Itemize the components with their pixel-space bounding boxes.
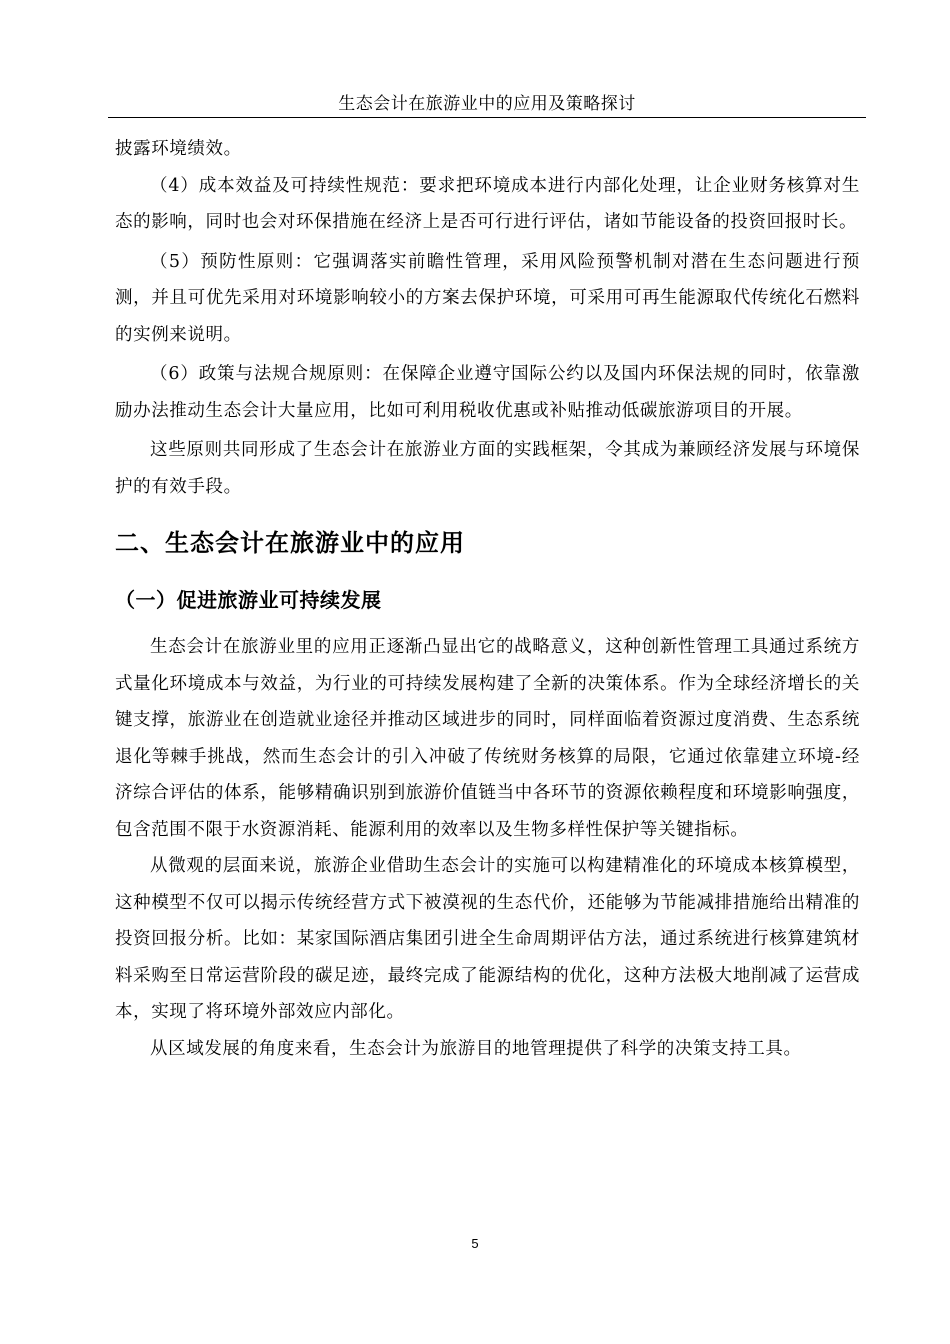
paragraph-regional-level: 从区域发展的角度来看，生态会计为旅游目的地管理提供了科学的决策支持工具。	[150, 1038, 802, 1059]
paragraph-principle-4: （4）成本效益及可持续性规范：要求把环境成本进行内部化处理，让企业财务核算对生态的影响，同时也会对环保措施在经济上是否可行进行评估，诸如节能设备的投资回报时长。	[115, 175, 860, 232]
page-content	[115, 131, 860, 1067]
page-number: 5	[471, 1236, 479, 1251]
subsection-heading: （一）促进旅游业可持续发展	[115, 588, 382, 612]
paragraph-micro-level: 从微观的层面来说，旅游企业借助生态会计的实施可以构建精准化的环境成本核算模型，这种模型不仅可以揭示传统经营方式下被漠视的生态代价，还能够为节能减排措施给出精准的投资回报分析。比如：某家国际酒店集团引进全生命周期评估方法，通过系统进行核算建筑材料采购至日常运营阶段的碳足迹，最终完成了能源结构的优化，这种方法极大地削减了运营成本，实现了将环境外部效应内部化。	[115, 856, 860, 1022]
paragraph-continuation: 披露环境绩效。	[115, 139, 242, 159]
paragraph-summary: 这些原则共同形成了生态会计在旅游业方面的实践框架，令其成为兼顾经济发展与环境保护的有效手段。	[115, 440, 860, 497]
header-divider	[108, 117, 866, 118]
section-heading: 二、生态会计在旅游业中的应用	[115, 529, 465, 557]
paragraph-intro: 生态会计在旅游业里的应用正逐渐凸显出它的战略意义，这种创新性管理工具通过系统方式量化环境成本与效益，为行业的可持续发展构建了全新的决策体系。作为全球经济增长的关键支撑，旅游业在创造就业途径并推动区域进步的同时，同样面临着资源过度消费、生态系统退化等棘手挑战，然而生态会计的引入冲破了传统财务核算的局限，它通过依靠建立环境-经济综合评估的体系，能够精确识别到旅游价值链当中各环节的资源依赖程度和环境影响强度，包含范围不限于水资源消耗、能源利用的效率以及生物多样性保护等关键指标。	[115, 637, 860, 840]
paragraph-principle-6: （6）政策与法规合规原则：在保障企业遵守国际公约以及国内环保法规的同时，依靠激励办法推动生态会计大量应用，比如可利用税收优惠或补贴推动低碳旅游项目的开展。	[115, 364, 860, 421]
paragraph-principle-5: （5）预防性原则：它强调落实前瞻性管理，采用风险预警机制对潜在生态问题进行预测，并且可优先采用对环境影响较小的方案去保护环境，可采用可再生能源取代传统化石燃料的实例来说明。	[115, 251, 860, 345]
running-header: 生态会计在旅游业中的应用及策略探讨	[338, 94, 636, 114]
